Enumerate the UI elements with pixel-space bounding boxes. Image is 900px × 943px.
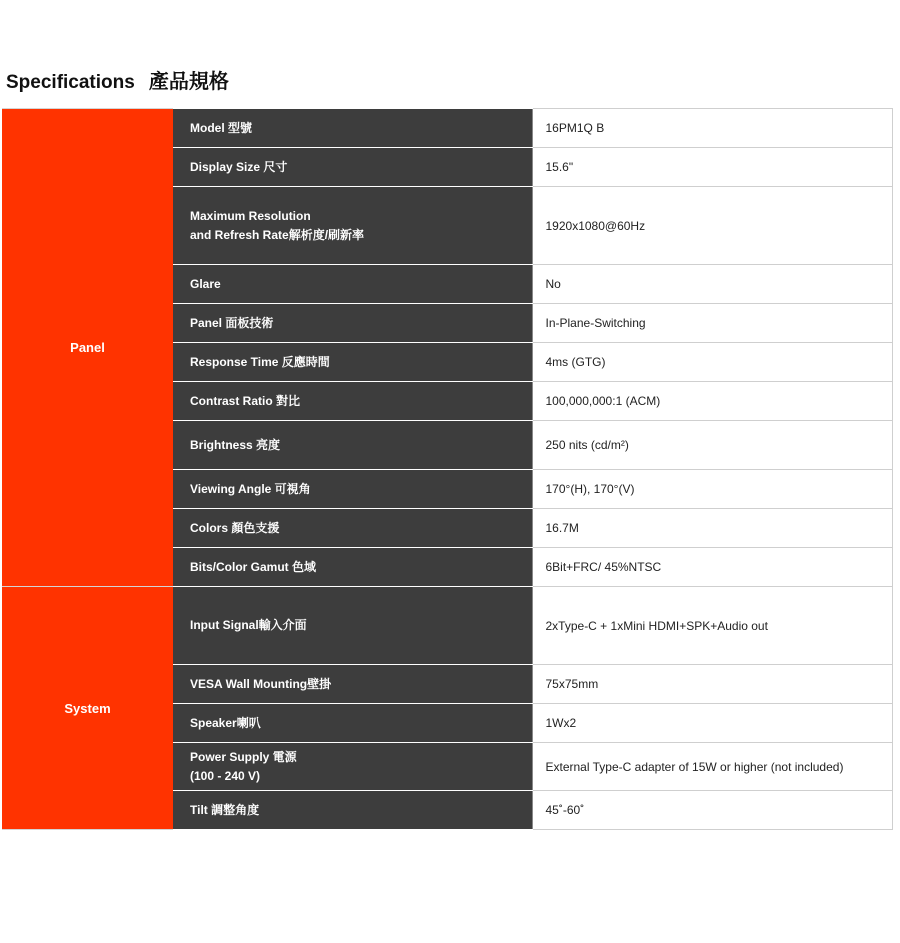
spec-label-line: Colors 顏色支援 [190,520,280,535]
spec-label [173,743,532,791]
spec-label [173,421,532,470]
spec-value: No [532,265,893,304]
table-row [2,587,893,665]
spec-value: 75x75mm [532,665,893,704]
spec-label-line: Viewing Angle 可視角 [190,481,311,496]
spec-label [173,704,532,743]
title-cn: 產品規格 [148,69,229,93]
spec-label-line: Contrast Ratio 對比 [190,393,301,408]
spec-label [173,304,532,343]
spec-label-line: Model 型號 [190,120,252,135]
spec-label-line: and Refresh Rate解析度/刷新率 [190,227,365,242]
spec-label [173,343,532,382]
spec-value: External Type-C adapter of 15W or higher (not included) [532,743,893,791]
spec-label [173,587,532,665]
category-cell-system: System [2,587,173,830]
spec-value: 6Bit+FRC/ 45%NTSC [532,548,893,587]
spec-value: 1Wx2 [532,704,893,743]
spec-label [173,187,532,265]
spec-label-line: Speaker喇叭 [190,715,261,730]
title-en: Specifications [6,72,135,93]
spec-label [173,265,532,304]
spec-label [173,665,532,704]
spec-label-line: VESA Wall Mounting壁掛 [190,676,332,691]
spec-value: 1920x1080@60Hz [532,187,893,265]
spec-label-line: Response Time 反應時間 [190,354,330,369]
spec-label [173,509,532,548]
spec-label-line: Tilt 調整角度 [190,802,260,817]
table-row [2,109,893,148]
spec-label-line: (100 - 240 V) [190,768,261,783]
spec-label-line: Power Supply 電源 [190,749,297,764]
spec-value: 45˚-60˚ [532,791,893,830]
spec-label [173,548,532,587]
spec-label-line: Input Signal輸入介面 [190,618,307,632]
spec-label-line: Brightness 亮度 [190,437,281,452]
category-cell-panel: Panel [2,109,173,587]
spec-value: 16PM1Q B [532,109,893,148]
spec-value: 170°(H), 170°(V) [532,470,893,509]
spec-label-line: Glare [190,276,221,291]
spec-label [173,148,532,187]
spec-value: In-Plane-Switching [532,304,893,343]
spec-value: 15.6" [532,148,893,187]
spec-label [173,791,532,830]
spec-value: 250 nits (cd/m²) [532,421,893,470]
spec-value: 100,000,000:1 (ACM) [532,382,893,421]
spec-value: 4ms (GTG) [532,343,893,382]
page-title [6,66,229,96]
spec-table [2,108,893,830]
spec-label [173,470,532,509]
spec-value: 16.7M [532,509,893,548]
spec-label-line: Panel 面板技術 [190,315,274,330]
spec-label-line: Display Size 尺寸 [190,159,288,174]
spec-label [173,109,532,148]
spec-label-line: Maximum Resolution [190,208,311,223]
spec-label-line: Bits/Color Gamut 色域 [190,559,317,574]
spec-label [173,382,532,421]
spec-value: 2xType-C + 1xMini HDMI+SPK+Audio out [532,587,893,665]
